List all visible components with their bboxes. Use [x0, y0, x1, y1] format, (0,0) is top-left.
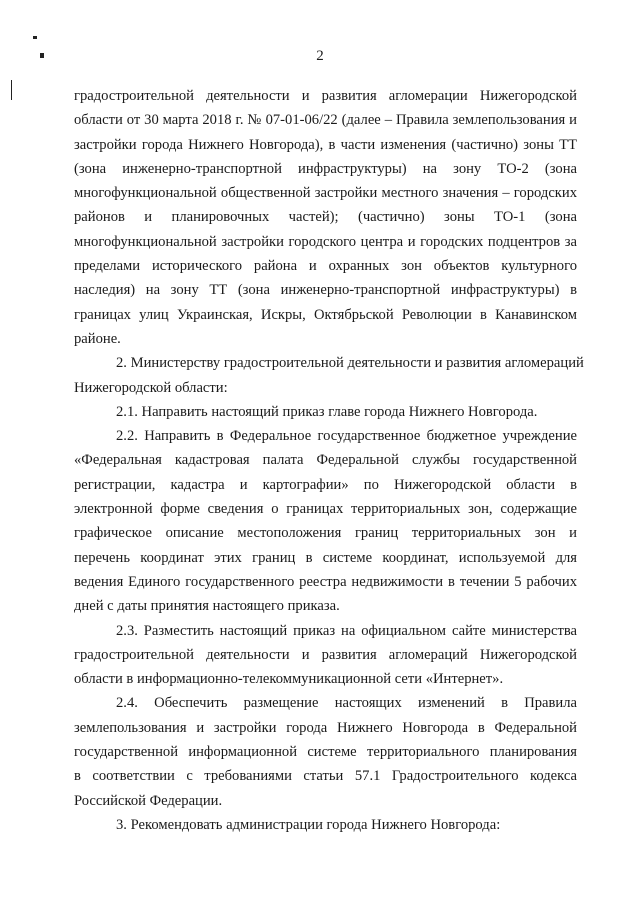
- text-line: Российской Федерации.: [74, 792, 223, 809]
- text-line: землепользования и застройки города Нижнего Новгорода в Федеральной: [74, 719, 577, 736]
- text-line: градостроительной деятельности и развития агломераций Нижегородской: [74, 646, 577, 663]
- text-line: перечень координат этих границ в системе координат, используемой для: [74, 549, 577, 566]
- text-line: 2.3. Разместить настоящий приказ на официальном сайте министерства: [116, 622, 577, 639]
- text-line: дней с даты принятия настоящего приказа.: [74, 598, 340, 615]
- text-line: в соответствии с требованиями статьи 57.1 Градостроительного кодекса: [74, 768, 577, 785]
- text-line: области от 30 марта 2018 г. № 07-01-06/22 (далее – Правила землепользования и: [74, 112, 577, 129]
- text-line: регистрации, кадастра и картографии» по Нижегородской области в: [74, 476, 577, 493]
- text-line: районе.: [74, 330, 121, 347]
- text-line: границах улиц Украинская, Искры, Октябрьской Революции в Канавинском: [74, 306, 577, 323]
- text-line: области в информационно-телекоммуникационной сети «Интернет».: [74, 671, 504, 688]
- text-line: 2.4. Обеспечить размещение настоящих изменений в Правила: [116, 695, 577, 712]
- text-line: 3. Рекомендовать администрации города Нижнего Новгорода:: [116, 816, 501, 833]
- text-line: «Федеральная кадастровая палата Федеральной службы государственной: [74, 452, 577, 469]
- document-body: [74, 84, 584, 837]
- text-line: многофункциональной застройки городского центра и городских подцентров за: [74, 233, 577, 250]
- text-line: многофункциональной общественной застройки местного значения – городских: [74, 185, 577, 202]
- text-line: наследия) на зону ТТ (зона инженерно-транспортной инфраструктуры) в: [74, 282, 577, 299]
- text-line: пределами исторического района и охранных зон объектов культурного: [74, 258, 577, 275]
- scan-artifact: [11, 80, 12, 100]
- text-line: 2. Министерству градостроительной деятельности и развития агломераций: [116, 355, 584, 372]
- text-line: Нижегородской области:: [74, 379, 228, 396]
- text-line: 2.2. Направить в Федеральное государственное бюджетное учреждение: [116, 428, 577, 445]
- text-line: электронной форме сведения о границах территориальных зон, содержащие: [74, 501, 577, 518]
- text-line: ведения Единого государственного реестра недвижимости в течении 5 рабочих: [74, 573, 577, 590]
- text-line: графическое описание местоположения границ территориальных зон и: [74, 525, 577, 542]
- text-line: районов и планировочных частей); (частично) зоны ТО-1 (зона: [74, 209, 577, 226]
- text-line: государственной информационной системе территориального планирования: [74, 744, 577, 761]
- page-number: 2: [316, 48, 324, 64]
- text-line: застройки города Нижнего Новгорода), в части изменения (частично) зоны ТТ: [74, 136, 577, 153]
- scan-artifact: [33, 36, 37, 39]
- text-line: (зона инженерно-транспортной инфраструктуры) на зону ТО-2 (зона: [74, 160, 577, 177]
- text-line: градостроительной деятельности и развития агломерации Нижегородской: [74, 88, 577, 104]
- text-line: 2.1. Направить настоящий приказ главе города Нижнего Новгорода.: [116, 403, 538, 420]
